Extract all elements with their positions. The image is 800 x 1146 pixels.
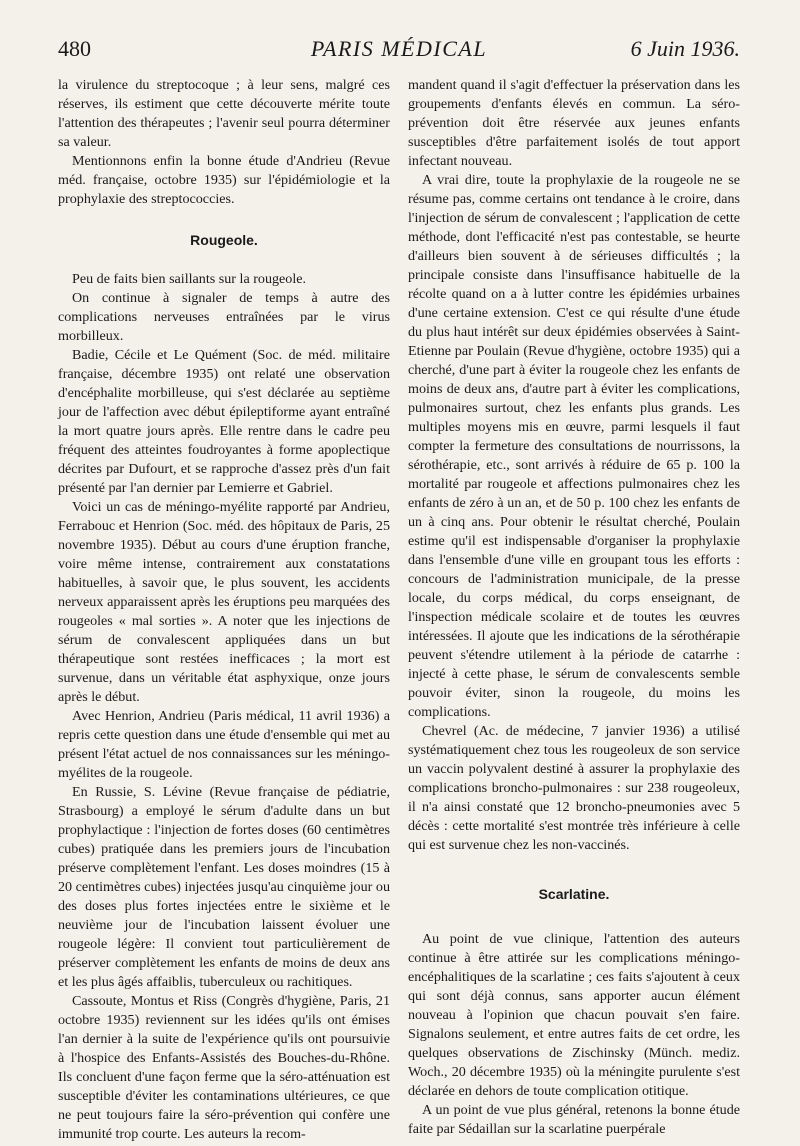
paragraph: A vrai dire, toute la prophylaxie de la rougeole ne se résume pas, comme certains ont tendance à le croire, dans l'injection de sérum de convalescent ; l'application de cette méthode, dont l'efficacité n'est pas contestable, se heurte d'ailleurs bien souvent à de sérieuses difficultés ; la principale consiste dans l'insuffisance habituelle de la récolte quand on a à lutter contre les épidémies urbaines d'une certaine extension. C'est ce qui résulte d'une étude du plus haut intérêt sur deux épidémies observées à Saint-Etienne par Poulain (Revue d'hygiène, octobre 1935) qui a cherché, d'une part à éviter la rougeole chez les enfants de moins de deux ans, d'autre part à éviter les complications, pulmonaires surtout, chez les enfants plus grands. Les multiples moyens mis en œuvre, parmi lesquels il faut compter la fermeture des consultations de nourrissons, la sérothérapie, etc., sont arrivés à réduire de 65 p. 100 la mortalité par rougeole et affections pulmonaires chez les enfants de zéro à un an, et de 50 p. 100 chez les enfants de un à cinq ans. Pour obtenir le résultat cherché, Poulain estime qu'il est indispensable d'organiser la prophylaxie dans l'ensemble d'une ville en groupant tous les efforts : concours de l'administration municipale, de la presse locale, du corps médical, du corps enseignant, de l'inspection médicale scolaire et de toutes les œuvres intéressées. Il ajoute que les indications de la sérothérapie peuvent s'étendre utilement à la période de catarrhe : injecté à cette phase, le sérum de convalescents semble pouvoir éviter, sinon la rougeole, du moins les complications. <box>408 172 740 720</box>
paragraph: Au point de vue clinique, l'attention des auteurs continue à être attirée sur les complications méningo-encéphalitiques de la scarlatine ; ces faits s'ajoutent à ceux qui sont déjà connus, sans apporter aucun élément nouveau à l'opinion que chacun pouvait s'en faire. Signalons seulement, et entre autres faits de cet ordre, les quelques observations de Zischinsky (Münch. mediz. Woch., 20 décembre 1935) où la méningite purulente s'est déclarée en dehors de toute complication otitique. <box>408 931 740 1099</box>
paragraph: Mentionnons enfin la bonne étude d'Andrieu (Revue méd. française, octobre 1935) sur l'épidémiologie et la prophylaxie des streptococcies. <box>58 153 390 207</box>
paragraph: Voici un cas de méningo-myélite rapporté par Andrieu, Ferrabouc et Henrion (Soc. méd. des hôpitaux de Paris, 25 novembre 1935). Début au cours d'une éruption franche, voire même intense, contrairement aux constatations habituelles, à savoir que, le plus souvent, les accidents nerveux apparaissent après les éruptions peu marquées des rougeoles « mal sorties ». A noter que les injections de sérum de convalescent appliquées dans un but thérapeutique sont restées inefficaces ; la mort est survenue, dans un véritable état asphyxique, onze jours après le début. <box>58 499 390 705</box>
paragraph: On continue à signaler de temps à autre des complications nerveuses entraînées par le virus morbilleux. <box>58 290 390 344</box>
paragraph: En Russie, S. Lévine (Revue française de pédiatrie, Strasbourg) a employé le sérum d'adulte dans un but prophylactique : l'injection de fortes doses (60 centimètres cubes) pratiquée dans les premiers jours de l'incubation préserve complètement l'enfant. Les doses moindres (15 à 20 centimètres cubes) injectées jusqu'au cinquième jour ou des doses plus fortes injectées entre le sixième et le neuvième jour de l'incubation laissent évoluer une rougeole légère: Il convient tout particulièrement de préserver complètement les enfants de moins de deux ans et les plus âgés affaiblis, tuberculeux ou rachitiques. <box>58 784 390 990</box>
paragraph: A un point de vue plus général, retenons la bonne étude faite par Sédaillan sur la scarlatine puerpérale <box>408 1102 740 1137</box>
paragraph: Badie, Cécile et Le Quément (Soc. de méd. militaire française, décembre 1935) ont relaté une observation d'encéphalite morbilleuse, qui s'est déclarée au septième jour de l'affection avec début épileptiforme ayant entraîné la mort quatre jours après. Elle rentre dans le cadre peu fréquent des atteintes foudroyantes à forme apoplectique décrites par Dufourt, et se rapproche d'assez près d'un fait présenté par l'an dernier par Lemierre et Gabriel. <box>58 347 390 496</box>
issue-date: 6 Juin 1936. <box>630 36 740 61</box>
right-column <box>408 76 740 1139</box>
paragraph: la virulence du streptocoque ; à leur sens, malgré ces réserves, ils estiment que cette découverte mérite toute l'attention des thérapeutes ; l'avenir seul pourra déterminer sa valeur. <box>58 77 390 150</box>
paragraph: mandent quand il s'agit d'effectuer la préservation dans les groupements d'enfants élevés en commun. La séro-prévention doit être réservée aux jeunes enfants susceptibles d'être parfaitement isolés de tout apport infectant nouveau. <box>408 77 740 169</box>
paragraph: Cassoute, Montus et Riss (Congrès d'hygiène, Paris, 21 octobre 1935) reviennent sur les idées qu'ils ont émises l'an dernier à la suite de l'expérience qu'ils ont poursuivie à l'hospice des Enfants-Assistés des Bouches-du-Rhône. Ils concluent d'une façon ferme que la séro-atténuation est susceptible d'éviter les contaminations ultérieures, ce que ne peut toujours faire la séro-prévention qui confère une immunité trop courte. Les auteurs la recom- <box>58 993 390 1142</box>
left-column <box>58 76 390 1144</box>
page-number: 480 <box>58 36 91 61</box>
page-header <box>58 36 740 66</box>
journal-title: PARIS MÉDICAL <box>310 36 488 61</box>
paragraph: Avec Henrion, Andrieu (Paris médical, 11 avril 1936) a repris cette question dans une étude d'ensemble qui met au présent l'état actuel de nos connaissances sur les méningo-myélites de la rougeole. <box>58 708 390 781</box>
section-heading-rougeole: Rougeole. <box>190 232 258 248</box>
paragraph: Chevrel (Ac. de médecine, 7 janvier 1936) a utilisé systématiquement chez tous les rougeoleux de son service un vaccin polyvalent destiné à assurer la prophylaxie des complications broncho-pulmonaires : sur 238 rougeoleux, il n'a ainsi constaté que 12 broncho-pneumonies avec 5 décès : cette mortalité s'est montrée très inférieure à celle qui est survenue chez les non-vaccinés. <box>408 723 740 853</box>
section-heading-scarlatine: Scarlatine. <box>538 886 610 902</box>
paragraph: Peu de faits bien saillants sur la rougeole. <box>72 271 307 287</box>
